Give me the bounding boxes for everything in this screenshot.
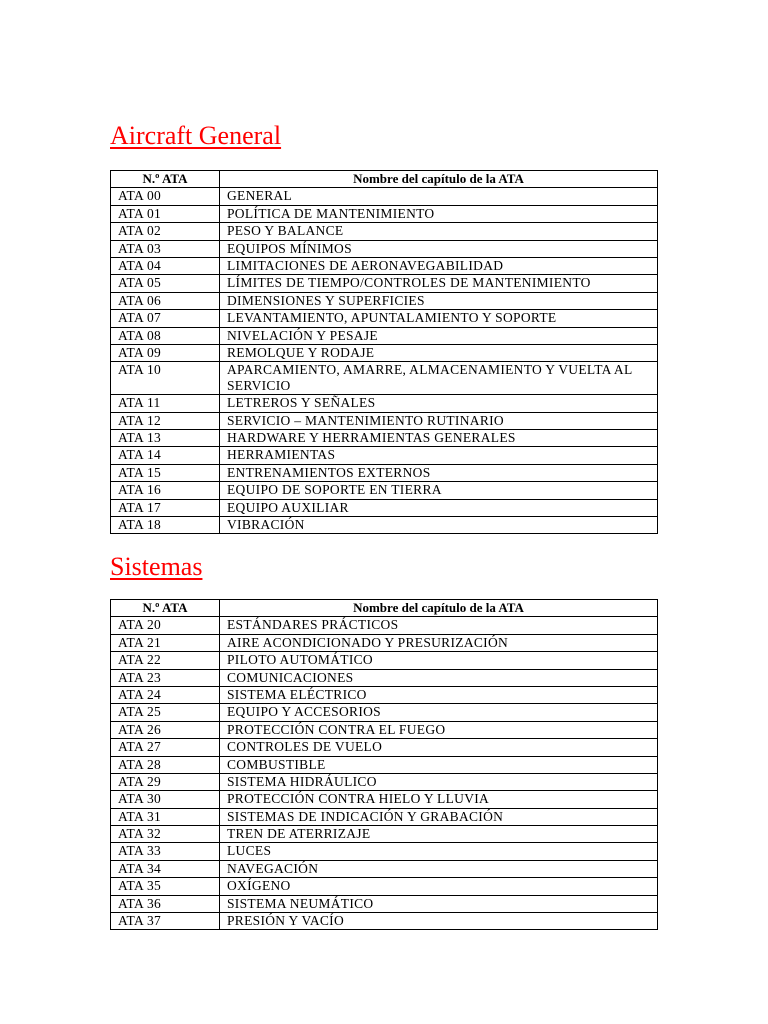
ata-code-cell: ATA 01 bbox=[111, 205, 220, 222]
ata-code-cell: ATA 17 bbox=[111, 499, 220, 516]
table-row bbox=[111, 240, 658, 257]
ata-code-cell: ATA 32 bbox=[111, 826, 220, 843]
chapter-name-cell: APARCAMIENTO, AMARRE, ALMACENAMIENTO Y VUELTA AL SERVICIO bbox=[220, 362, 658, 395]
chapter-name-cell: PRESIÓN Y VACÍO bbox=[220, 913, 658, 930]
table-row bbox=[111, 344, 658, 361]
chapter-name-cell: COMUNICACIONES bbox=[220, 669, 658, 686]
ata-code-cell: ATA 10 bbox=[111, 362, 220, 395]
ata-code-cell: ATA 16 bbox=[111, 482, 220, 499]
chapter-name-cell: NIVELACIÓN Y PESAJE bbox=[220, 327, 658, 344]
chapter-name-cell: ESTÁNDARES PRÁCTICOS bbox=[220, 617, 658, 634]
ata-code-cell: ATA 20 bbox=[111, 617, 220, 634]
chapter-name-cell: LETREROS Y SEÑALES bbox=[220, 395, 658, 412]
table-row bbox=[111, 327, 658, 344]
ata-code-cell: ATA 31 bbox=[111, 808, 220, 825]
ata-code-cell: ATA 30 bbox=[111, 791, 220, 808]
table-row bbox=[111, 686, 658, 703]
chapter-name-cell: COMBUSTIBLE bbox=[220, 756, 658, 773]
ata-code-cell: ATA 24 bbox=[111, 686, 220, 703]
ata-code-cell: ATA 06 bbox=[111, 292, 220, 309]
ata-code-cell: ATA 26 bbox=[111, 721, 220, 738]
chapter-name-cell: SERVICIO – MANTENIMIENTO RUTINARIO bbox=[220, 412, 658, 429]
ata-code-cell: ATA 18 bbox=[111, 517, 220, 534]
table-row bbox=[111, 412, 658, 429]
table-row bbox=[111, 499, 658, 516]
ata-code-cell: ATA 11 bbox=[111, 395, 220, 412]
chapter-name-cell: PROTECCIÓN CONTRA EL FUEGO bbox=[220, 721, 658, 738]
chapter-name-cell: PILOTO AUTOMÁTICO bbox=[220, 652, 658, 669]
chapter-name-cell: GENERAL bbox=[220, 188, 658, 205]
table-row bbox=[111, 447, 658, 464]
ata-code-cell: ATA 27 bbox=[111, 739, 220, 756]
chapter-name-cell: SISTEMAS DE INDICACIÓN Y GRABACIÓN bbox=[220, 808, 658, 825]
ata-code-cell: ATA 21 bbox=[111, 634, 220, 651]
table-row bbox=[111, 517, 658, 534]
ata-code-cell: ATA 34 bbox=[111, 860, 220, 877]
ata-code-cell: ATA 05 bbox=[111, 275, 220, 292]
ata-code-cell: ATA 09 bbox=[111, 344, 220, 361]
table-row bbox=[111, 223, 658, 240]
table-row bbox=[111, 205, 658, 222]
header-chapter-name: Nombre del capítulo de la ATA bbox=[220, 600, 658, 617]
chapter-name-cell: SISTEMA ELÉCTRICO bbox=[220, 686, 658, 703]
ata-code-cell: ATA 08 bbox=[111, 327, 220, 344]
chapter-name-cell: HARDWARE Y HERRAMIENTAS GENERALES bbox=[220, 430, 658, 447]
table-row bbox=[111, 310, 658, 327]
ata-code-cell: ATA 29 bbox=[111, 773, 220, 790]
table-header-row bbox=[111, 600, 658, 617]
ata-code-cell: ATA 37 bbox=[111, 913, 220, 930]
chapter-name-cell: HERRAMIENTAS bbox=[220, 447, 658, 464]
table-row bbox=[111, 878, 658, 895]
table-row bbox=[111, 362, 658, 395]
chapter-name-cell: LUCES bbox=[220, 843, 658, 860]
table-row bbox=[111, 395, 658, 412]
chapter-name-cell: EQUIPO Y ACCESORIOS bbox=[220, 704, 658, 721]
chapter-name-cell: SISTEMA NEUMÁTICO bbox=[220, 895, 658, 912]
chapter-name-cell: EQUIPOS MÍNIMOS bbox=[220, 240, 658, 257]
chapter-name-cell: EQUIPO DE SOPORTE EN TIERRA bbox=[220, 482, 658, 499]
chapter-name-cell: LIMITACIONES DE AERONAVEGABILIDAD bbox=[220, 257, 658, 274]
chapter-name-cell: TREN DE ATERRIZAJE bbox=[220, 826, 658, 843]
ata-code-cell: ATA 36 bbox=[111, 895, 220, 912]
ata-code-cell: ATA 13 bbox=[111, 430, 220, 447]
ata-code-cell: ATA 25 bbox=[111, 704, 220, 721]
header-ata-number: N.º ATA bbox=[111, 600, 220, 617]
table-row bbox=[111, 188, 658, 205]
ata-code-cell: ATA 15 bbox=[111, 464, 220, 481]
table-row bbox=[111, 843, 658, 860]
chapter-name-cell: EQUIPO AUXILIAR bbox=[220, 499, 658, 516]
table-row bbox=[111, 275, 658, 292]
header-ata-number: N.º ATA bbox=[111, 171, 220, 188]
ata-code-cell: ATA 02 bbox=[111, 223, 220, 240]
chapter-name-cell: CONTROLES DE VUELO bbox=[220, 739, 658, 756]
chapter-name-cell: ENTRENAMIENTOS EXTERNOS bbox=[220, 464, 658, 481]
chapter-name-cell: LEVANTAMIENTO, APUNTALAMIENTO Y SOPORTE bbox=[220, 310, 658, 327]
table-row bbox=[111, 430, 658, 447]
ata-table-aircraft-general bbox=[110, 170, 658, 534]
header-chapter-name: Nombre del capítulo de la ATA bbox=[220, 171, 658, 188]
table-row bbox=[111, 739, 658, 756]
table-row bbox=[111, 756, 658, 773]
table-header-row bbox=[111, 171, 658, 188]
chapter-name-cell: POLÍTICA DE MANTENIMIENTO bbox=[220, 205, 658, 222]
table-row bbox=[111, 773, 658, 790]
ata-code-cell: ATA 12 bbox=[111, 412, 220, 429]
chapter-name-cell: DIMENSIONES Y SUPERFICIES bbox=[220, 292, 658, 309]
table-row bbox=[111, 482, 658, 499]
ata-code-cell: ATA 28 bbox=[111, 756, 220, 773]
table-row bbox=[111, 292, 658, 309]
chapter-name-cell: REMOLQUE Y RODAJE bbox=[220, 344, 658, 361]
table-row bbox=[111, 669, 658, 686]
chapter-name-cell: LÍMITES DE TIEMPO/CONTROLES DE MANTENIMIENTO bbox=[220, 275, 658, 292]
ata-code-cell: ATA 33 bbox=[111, 843, 220, 860]
table-row bbox=[111, 895, 658, 912]
table-row bbox=[111, 860, 658, 877]
table-row bbox=[111, 617, 658, 634]
chapter-name-cell: PESO Y BALANCE bbox=[220, 223, 658, 240]
table-row bbox=[111, 913, 658, 930]
section-title-sistemas: Sistemas bbox=[110, 552, 203, 581]
ata-code-cell: ATA 35 bbox=[111, 878, 220, 895]
chapter-name-cell: PROTECCIÓN CONTRA HIELO Y LLUVIA bbox=[220, 791, 658, 808]
ata-code-cell: ATA 07 bbox=[111, 310, 220, 327]
chapter-name-cell: SISTEMA HIDRÁULICO bbox=[220, 773, 658, 790]
table-row bbox=[111, 257, 658, 274]
chapter-name-cell: AIRE ACONDICIONADO Y PRESURIZACIÓN bbox=[220, 634, 658, 651]
table-row bbox=[111, 704, 658, 721]
ata-code-cell: ATA 04 bbox=[111, 257, 220, 274]
section-title-aircraft-general: Aircraft General bbox=[110, 121, 282, 150]
table-row bbox=[111, 721, 658, 738]
ata-code-cell: ATA 22 bbox=[111, 652, 220, 669]
table-row bbox=[111, 808, 658, 825]
table-row bbox=[111, 464, 658, 481]
ata-code-cell: ATA 03 bbox=[111, 240, 220, 257]
table-row bbox=[111, 634, 658, 651]
table-row bbox=[111, 791, 658, 808]
table-row bbox=[111, 826, 658, 843]
chapter-name-cell: VIBRACIÓN bbox=[220, 517, 658, 534]
ata-code-cell: ATA 00 bbox=[111, 188, 220, 205]
chapter-name-cell: OXÍGENO bbox=[220, 878, 658, 895]
ata-code-cell: ATA 14 bbox=[111, 447, 220, 464]
ata-code-cell: ATA 23 bbox=[111, 669, 220, 686]
table-row bbox=[111, 652, 658, 669]
chapter-name-cell: NAVEGACIÓN bbox=[220, 860, 658, 877]
ata-table-sistemas bbox=[110, 599, 658, 930]
